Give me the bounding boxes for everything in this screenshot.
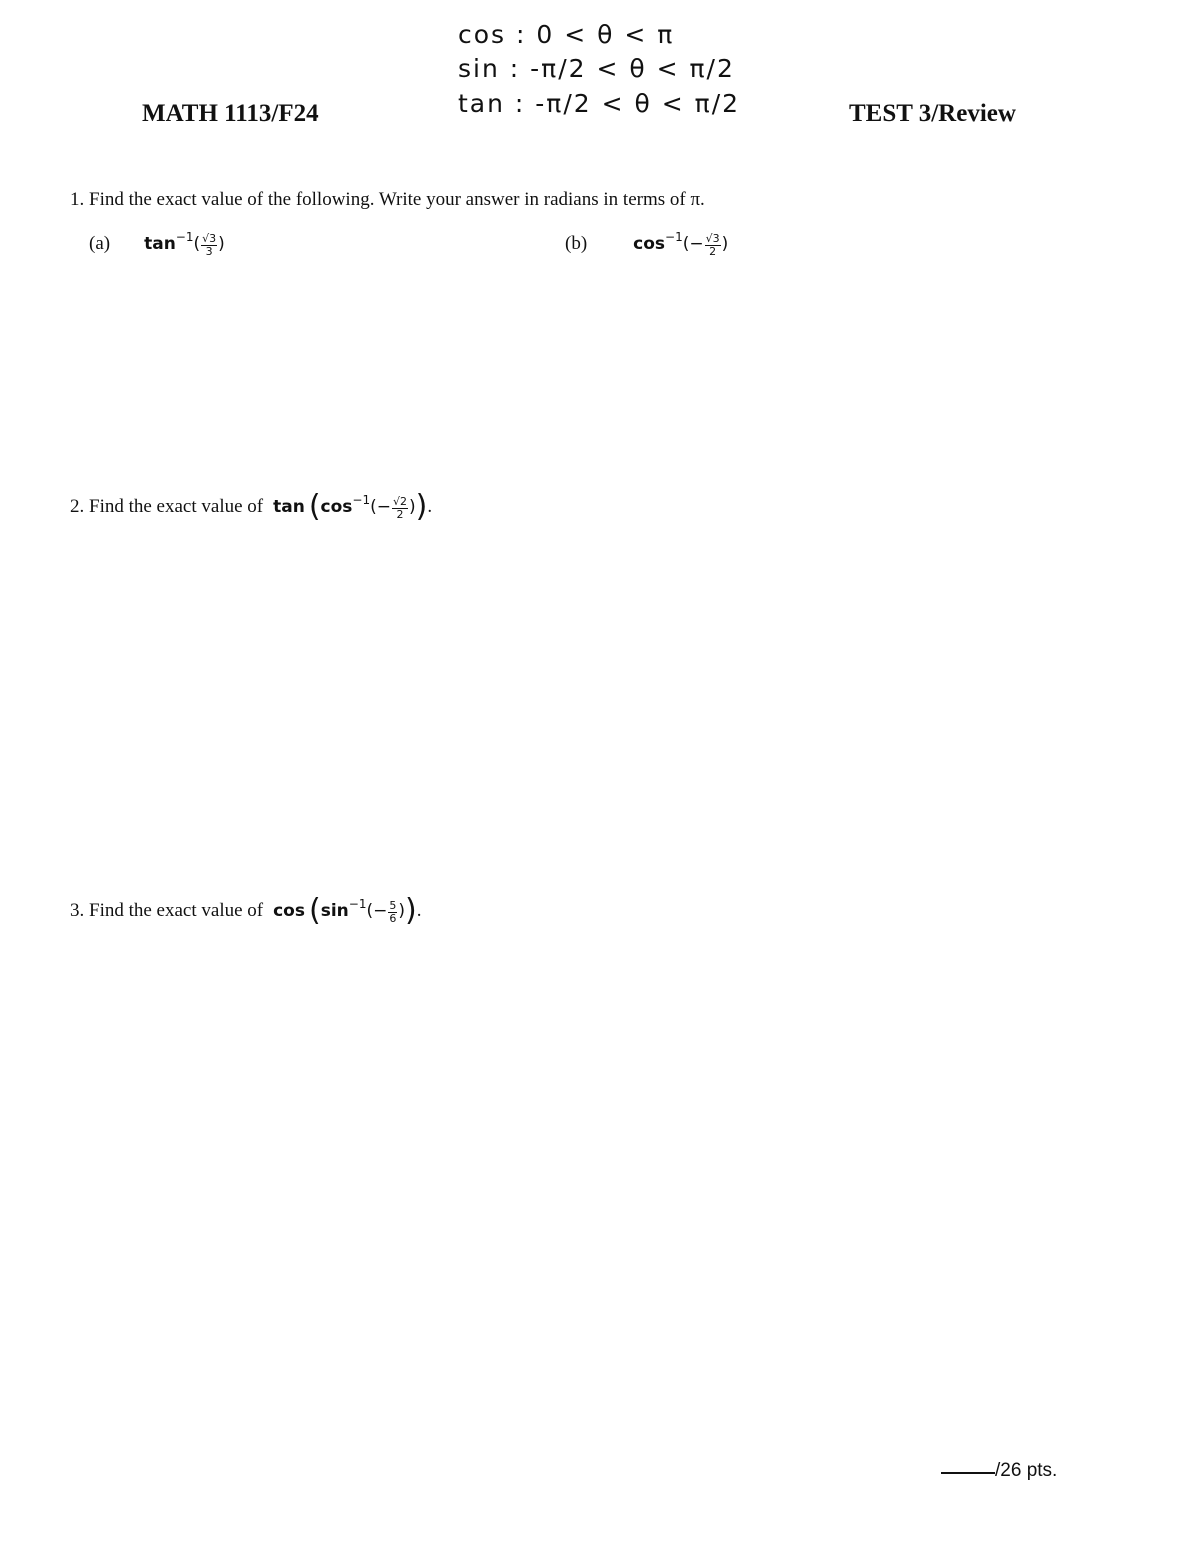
question-1b-close-paren: ) bbox=[721, 234, 729, 254]
question-1a-fraction bbox=[201, 233, 217, 258]
question-1b-function: cos bbox=[633, 234, 666, 254]
question-1b-label: (b) bbox=[565, 233, 588, 254]
question-1a-exponent: −1 bbox=[175, 230, 194, 244]
question-3 bbox=[70, 893, 421, 928]
question-3-denominator: 6 bbox=[389, 911, 397, 925]
question-3-inner-function: sin bbox=[320, 901, 349, 921]
question-1a bbox=[89, 230, 225, 258]
question-3-exponent: −1 bbox=[348, 897, 367, 911]
question-2-exponent: −1 bbox=[352, 493, 371, 507]
question-2-denominator: 2 bbox=[396, 507, 404, 521]
question-1b-fraction bbox=[705, 233, 721, 258]
question-1-prompt: 1. Find the exact value of the following. Write your answer in radians in terms of π. bbox=[70, 189, 705, 210]
question-2-period: . bbox=[427, 496, 433, 517]
question-1b-open-paren: (− bbox=[682, 234, 704, 254]
question-1b bbox=[565, 230, 728, 258]
question-1b-denominator: 2 bbox=[709, 244, 717, 258]
question-1a-numerator: √3 bbox=[202, 231, 217, 245]
handwritten-note-sin: sin : -π/2 < θ < π/2 bbox=[458, 54, 735, 83]
question-2-big-close-paren: ) bbox=[415, 489, 428, 524]
question-1b-numerator: √3 bbox=[705, 231, 720, 245]
question-3-big-open-paren: ( bbox=[308, 893, 321, 928]
question-1a-denominator: 3 bbox=[205, 244, 213, 258]
question-2-outer-function: tan bbox=[273, 497, 305, 517]
question-3-open-paren: (− bbox=[366, 901, 388, 921]
question-1a-open-paren: ( bbox=[193, 234, 201, 254]
question-1a-function: tan bbox=[144, 234, 176, 254]
question-1a-close-paren: ) bbox=[218, 234, 225, 254]
question-2-fraction bbox=[392, 496, 408, 521]
question-3-outer-function: cos bbox=[273, 901, 305, 921]
handwritten-note-cos: cos : 0 < θ < π bbox=[458, 20, 675, 49]
question-2-inner-function: cos bbox=[320, 497, 353, 517]
question-3-numerator: 5 bbox=[389, 898, 397, 912]
score-line bbox=[941, 1460, 1057, 1482]
question-1b-exponent: −1 bbox=[665, 230, 683, 244]
question-3-fraction bbox=[388, 900, 397, 925]
question-2-big-open-paren: ( bbox=[308, 489, 321, 524]
question-2-open-paren: (− bbox=[370, 497, 391, 517]
question-3-period: . bbox=[416, 900, 422, 921]
question-3-prompt: 3. Find the exact value of bbox=[70, 900, 264, 921]
question-2-numerator: √2 bbox=[393, 494, 408, 508]
question-3-close-paren: ) bbox=[398, 901, 405, 921]
question-3-big-close-paren: ) bbox=[405, 893, 417, 928]
question-1a-label: (a) bbox=[89, 233, 111, 254]
total-points: /26 pts. bbox=[995, 1460, 1058, 1481]
question-2 bbox=[70, 489, 432, 524]
handwritten-note-tan: tan : -π/2 < θ < π/2 bbox=[458, 89, 741, 118]
test-title: TEST 3/Review bbox=[849, 100, 1016, 127]
question-2-prompt: 2. Find the exact value of bbox=[70, 496, 264, 517]
question-2-close-paren: ) bbox=[409, 497, 416, 517]
score-blank[interactable] bbox=[941, 1472, 995, 1474]
course-title: MATH 1113/F24 bbox=[142, 100, 319, 127]
